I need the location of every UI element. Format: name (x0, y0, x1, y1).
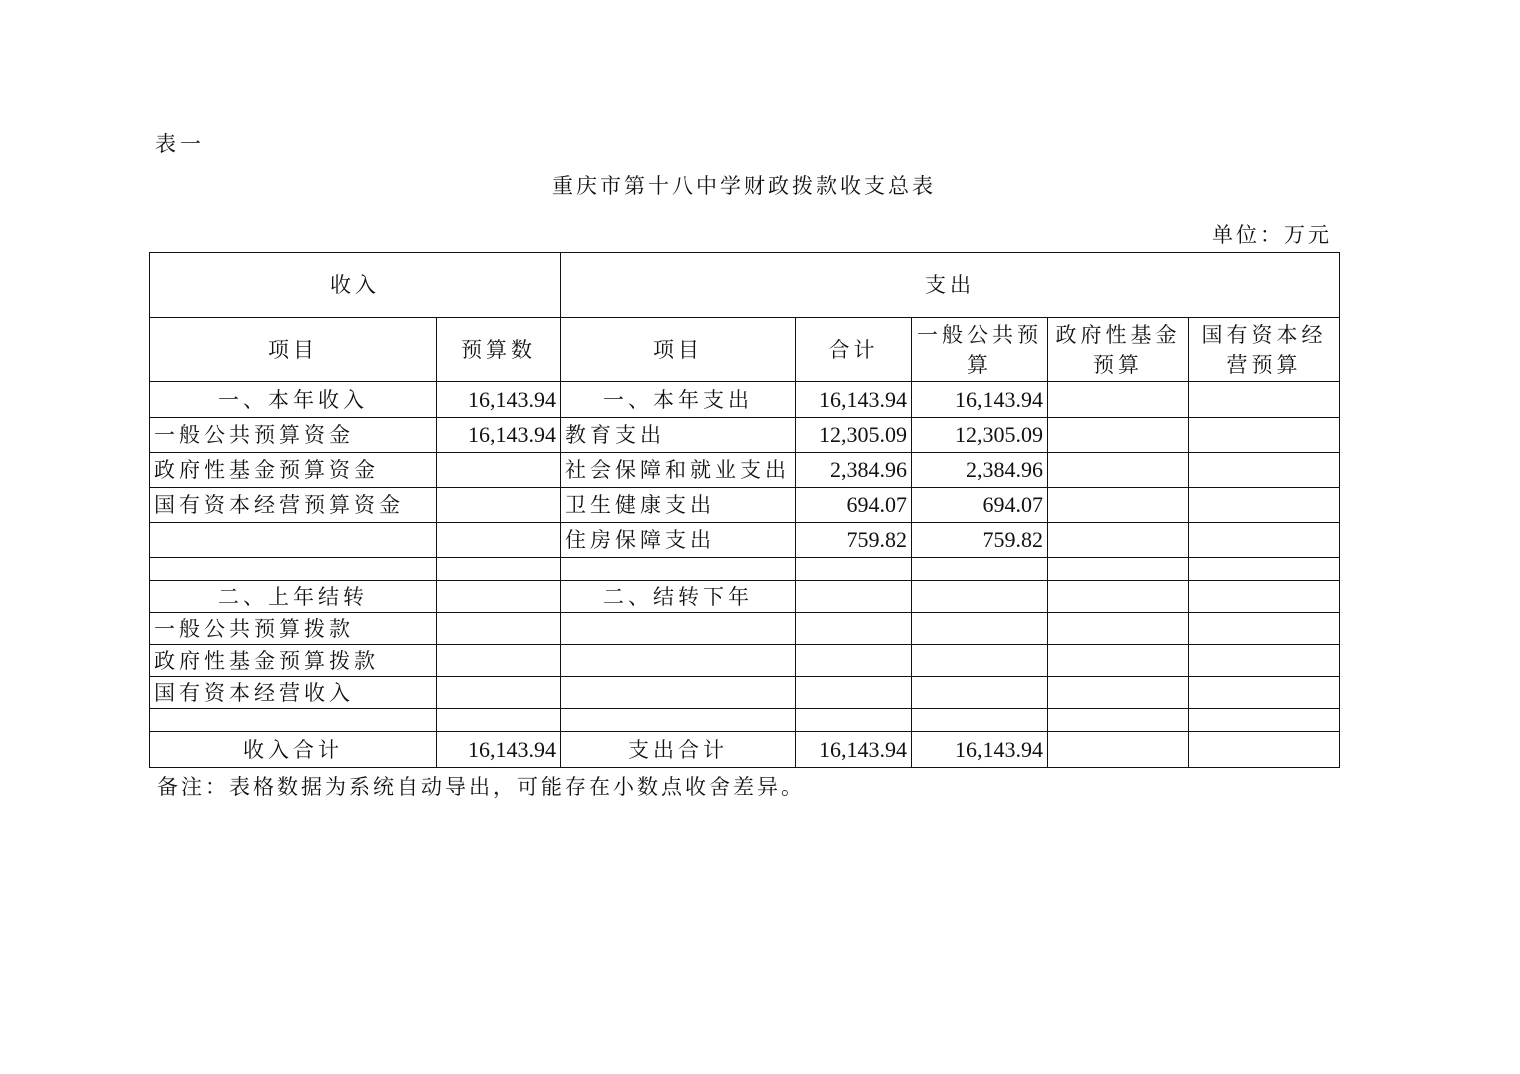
cell-gov-fund (1048, 645, 1189, 677)
cell-total: 16,143.94 (796, 382, 912, 418)
cell-income-item: 二、上年结转 (150, 581, 437, 613)
cell-total (796, 558, 912, 581)
cell-income-budget (437, 581, 561, 613)
cell-expense-item: 卫生健康支出 (561, 488, 796, 523)
table-row (150, 645, 1340, 677)
cell-income-budget (437, 677, 561, 709)
cell-income-item: 政府性基金预算拨款 (150, 645, 437, 677)
cell-income-total-label: 收入合计 (150, 732, 437, 768)
cell-income-budget (437, 709, 561, 732)
cell-gov-fund (1048, 418, 1189, 453)
cell-expense-item (561, 558, 796, 581)
col-header-state-capital: 国有资本经营预算 (1189, 318, 1340, 382)
cell-state-capital (1189, 558, 1340, 581)
col-header-income-item: 项目 (150, 318, 437, 382)
cell-expense-item (561, 613, 796, 645)
cell-gov-fund (1048, 453, 1189, 488)
cell-state-capital (1189, 418, 1340, 453)
cell-income-budget (437, 558, 561, 581)
column-header-row (150, 318, 1340, 382)
col-header-total: 合计 (796, 318, 912, 382)
cell-total (796, 581, 912, 613)
cell-general-public: 759.82 (912, 523, 1048, 558)
cell-general-public: 12,305.09 (912, 418, 1048, 453)
cell-gov-fund (1048, 488, 1189, 523)
cell-expense-item: 住房保障支出 (561, 523, 796, 558)
cell-total (796, 645, 912, 677)
cell-gov-fund (1048, 613, 1189, 645)
cell-gov-fund (1048, 523, 1189, 558)
cell-general-public (912, 645, 1048, 677)
table-row (150, 581, 1340, 613)
table-row (150, 709, 1340, 732)
footnote: 备注：表格数据为系统自动导出，可能存在小数点收舍差异。 (157, 775, 805, 799)
cell-income-item: 国有资本经营预算资金 (150, 488, 437, 523)
col-header-gov-fund: 政府性基金预算 (1048, 318, 1189, 382)
cell-total (796, 677, 912, 709)
table-row (150, 677, 1340, 709)
cell-expense-item (561, 709, 796, 732)
cell-total: 16,143.94 (796, 732, 912, 768)
cell-income-budget (437, 523, 561, 558)
cell-gov-fund (1048, 732, 1189, 768)
cell-gov-fund (1048, 382, 1189, 418)
cell-income-budget: 16,143.94 (437, 382, 561, 418)
cell-state-capital (1189, 613, 1340, 645)
cell-income-budget: 16,143.94 (437, 418, 561, 453)
cell-income-item: 国有资本经营收入 (150, 677, 437, 709)
budget-summary-table (149, 252, 1340, 768)
cell-total (796, 613, 912, 645)
cell-total: 12,305.09 (796, 418, 912, 453)
total-row (150, 732, 1340, 768)
cell-expense-total-label: 支出合计 (561, 732, 796, 768)
cell-expense-item: 二、结转下年 (561, 581, 796, 613)
table-row (150, 523, 1340, 558)
cell-gov-fund (1048, 581, 1189, 613)
cell-income-item (150, 523, 437, 558)
cell-state-capital (1189, 453, 1340, 488)
table-row (150, 382, 1340, 418)
cell-state-capital (1189, 523, 1340, 558)
cell-total: 2,384.96 (796, 453, 912, 488)
table-row (150, 613, 1340, 645)
cell-total (796, 709, 912, 732)
cell-income-item (150, 709, 437, 732)
col-header-general-public: 一般公共预算 (912, 318, 1048, 382)
cell-general-public (912, 677, 1048, 709)
table-row (150, 453, 1340, 488)
cell-state-capital (1189, 645, 1340, 677)
cell-income-item: 一般公共预算资金 (150, 418, 437, 453)
cell-total: 694.07 (796, 488, 912, 523)
cell-general-public (912, 709, 1048, 732)
cell-income-item: 一、本年收入 (150, 382, 437, 418)
cell-state-capital (1189, 581, 1340, 613)
cell-expense-item (561, 677, 796, 709)
cell-state-capital (1189, 677, 1340, 709)
cell-income-item: 政府性基金预算资金 (150, 453, 437, 488)
cell-total: 759.82 (796, 523, 912, 558)
cell-gov-fund (1048, 558, 1189, 581)
expense-group-header: 支出 (561, 253, 1340, 318)
cell-state-capital (1189, 709, 1340, 732)
cell-income-budget (437, 488, 561, 523)
table-row (150, 488, 1340, 523)
cell-general-public (912, 558, 1048, 581)
cell-income-budget (437, 453, 561, 488)
cell-general-public (912, 581, 1048, 613)
cell-general-public: 16,143.94 (912, 382, 1048, 418)
cell-income-item (150, 558, 437, 581)
table-body (150, 253, 1340, 768)
col-header-income-budget: 预算数 (437, 318, 561, 382)
col-header-expense-item: 项目 (561, 318, 796, 382)
cell-income-budget (437, 613, 561, 645)
cell-gov-fund (1048, 677, 1189, 709)
cell-expense-item: 社会保障和就业支出 (561, 453, 796, 488)
cell-expense-item (561, 645, 796, 677)
table-row (150, 418, 1340, 453)
cell-income-budget (437, 645, 561, 677)
cell-state-capital (1189, 732, 1340, 768)
page-label: 表一 (155, 132, 205, 156)
cell-state-capital (1189, 488, 1340, 523)
cell-income-total: 16,143.94 (437, 732, 561, 768)
unit-label: 单位：万元 (1212, 223, 1332, 247)
cell-general-public (912, 613, 1048, 645)
cell-general-public: 16,143.94 (912, 732, 1048, 768)
document-title: 重庆市第十八中学财政拨款收支总表 (552, 174, 936, 198)
cell-state-capital (1189, 382, 1340, 418)
cell-general-public: 2,384.96 (912, 453, 1048, 488)
group-header-row (150, 253, 1340, 318)
cell-expense-item: 教育支出 (561, 418, 796, 453)
table-row (150, 558, 1340, 581)
cell-general-public: 694.07 (912, 488, 1048, 523)
cell-expense-item: 一、本年支出 (561, 382, 796, 418)
cell-gov-fund (1048, 709, 1189, 732)
income-group-header: 收入 (150, 253, 561, 318)
cell-income-item: 一般公共预算拨款 (150, 613, 437, 645)
